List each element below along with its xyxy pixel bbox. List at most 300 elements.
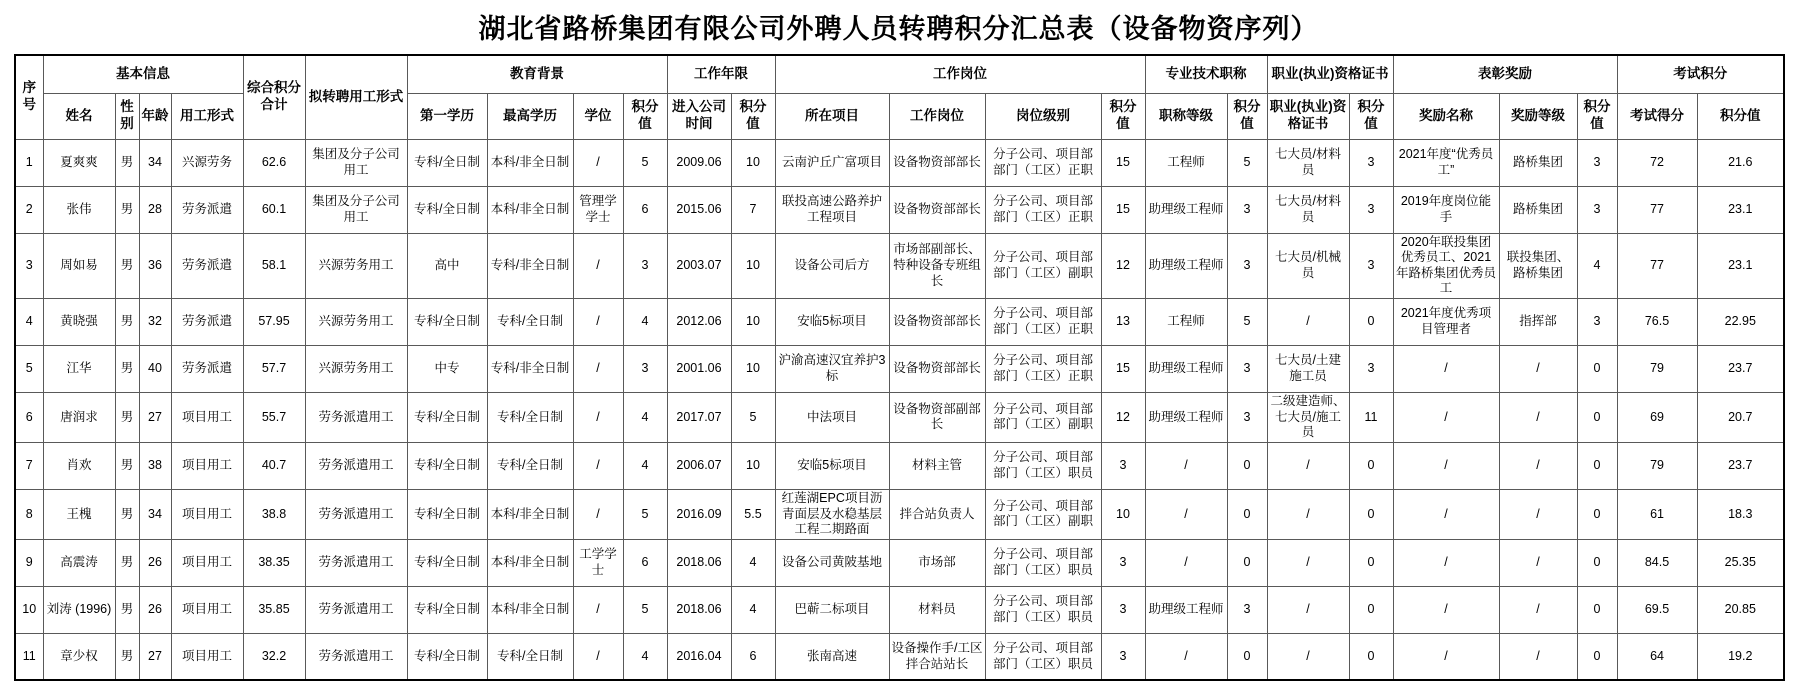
table-cell: 男: [115, 233, 139, 299]
table-cell: 王槐: [43, 489, 115, 539]
table-cell: 分子公司、项目部部门（工区）副职: [985, 233, 1101, 299]
column-header: 积分值: [1577, 93, 1617, 139]
table-cell: 2017.07: [667, 393, 731, 443]
table-cell: 1: [15, 139, 43, 186]
table-cell: 0: [1577, 393, 1617, 443]
table-cell: 3: [1349, 139, 1393, 186]
column-group-header: 专业技术职称: [1145, 55, 1267, 93]
table-cell: 江华: [43, 346, 115, 393]
table-row: [15, 346, 1784, 393]
table-cell: 10: [731, 346, 775, 393]
table-cell: 3: [1577, 299, 1617, 346]
table-cell: 分子公司、项目部部门（工区）正职: [985, 346, 1101, 393]
table-cell: 5: [623, 586, 667, 633]
table-cell: 10: [731, 299, 775, 346]
column-header: 职称等级: [1145, 93, 1227, 139]
table-cell: 4: [731, 586, 775, 633]
column-header: 奖励名称: [1393, 93, 1499, 139]
column-header: 积分值: [731, 93, 775, 139]
table-cell: 兴源劳务用工: [305, 299, 407, 346]
table-cell: 刘涛 (1996): [43, 586, 115, 633]
table-cell: 2003.07: [667, 233, 731, 299]
table-cell: 0: [1349, 633, 1393, 680]
table-cell: 材料主管: [889, 442, 985, 489]
table-cell: 21.6: [1697, 139, 1784, 186]
table-cell: 3: [1101, 633, 1145, 680]
table-cell: 38: [139, 442, 171, 489]
table-cell: 5: [15, 346, 43, 393]
table-cell: 兴源劳务: [171, 139, 243, 186]
table-cell: 3: [1227, 586, 1267, 633]
table-cell: 专科/全日制: [407, 539, 487, 586]
table-cell: 8: [15, 489, 43, 539]
table-cell: 0: [1577, 442, 1617, 489]
table-cell: 七大员/土建施工员: [1267, 346, 1349, 393]
table-cell: 市场部副部长、特种设备专班组长: [889, 233, 985, 299]
table-cell: 27: [139, 633, 171, 680]
table-cell: /: [1267, 299, 1349, 346]
table-cell: 60.1: [243, 186, 305, 233]
column-header: 最高学历: [487, 93, 573, 139]
column-group-header: 工作年限: [667, 55, 775, 93]
table-cell: 集团及分子公司用工: [305, 139, 407, 186]
column-group-header: 基本信息: [43, 55, 243, 93]
column-group-header: 表彰奖励: [1393, 55, 1617, 93]
table-cell: 0: [1227, 539, 1267, 586]
table-cell: 7: [731, 186, 775, 233]
table-cell: 2012.06: [667, 299, 731, 346]
table-cell: 本科/非全日制: [487, 586, 573, 633]
table-cell: 2: [15, 186, 43, 233]
table-cell: 唐润求: [43, 393, 115, 443]
table-cell: /: [1499, 346, 1577, 393]
table-cell: 4: [623, 299, 667, 346]
table-cell: 10: [731, 139, 775, 186]
table-cell: /: [1393, 633, 1499, 680]
table-cell: 安临5标项目: [775, 442, 889, 489]
table-cell: 周如易: [43, 233, 115, 299]
table-cell: 劳务派遣用工: [305, 586, 407, 633]
table-cell: 3: [1577, 186, 1617, 233]
table-cell: 肖欢: [43, 442, 115, 489]
column-header: 第一学历: [407, 93, 487, 139]
table-cell: 2019年度岗位能手: [1393, 186, 1499, 233]
table-cell: 35.85: [243, 586, 305, 633]
table-cell: 专科/全日制: [487, 299, 573, 346]
table-cell: 27: [139, 393, 171, 443]
table-cell: 男: [115, 186, 139, 233]
table-cell: 23.1: [1697, 233, 1784, 299]
table-body: [15, 139, 1784, 680]
table-cell: 3: [623, 233, 667, 299]
table-cell: 20.7: [1697, 393, 1784, 443]
table-cell: 工程师: [1145, 299, 1227, 346]
table-cell: 84.5: [1617, 539, 1697, 586]
table-cell: 本科/非全日制: [487, 539, 573, 586]
table-cell: 32.2: [243, 633, 305, 680]
table-cell: 云南沪丘广富项目: [775, 139, 889, 186]
table-row: [15, 186, 1784, 233]
table-cell: 分子公司、项目部部门（工区）职员: [985, 442, 1101, 489]
table-cell: 劳务派遣: [171, 186, 243, 233]
table-cell: 40: [139, 346, 171, 393]
table-cell: 黄晓强: [43, 299, 115, 346]
table-cell: 劳务派遣用工: [305, 442, 407, 489]
table-cell: /: [1393, 346, 1499, 393]
column-group-header: 考试积分: [1617, 55, 1784, 93]
table-cell: 4: [623, 393, 667, 443]
table-cell: /: [1267, 586, 1349, 633]
table-cell: /: [573, 299, 623, 346]
table-row: [15, 299, 1784, 346]
table-cell: 专科/全日制: [487, 633, 573, 680]
table-cell: 61: [1617, 489, 1697, 539]
table-cell: 79: [1617, 442, 1697, 489]
table-cell: 32: [139, 299, 171, 346]
column-header: 积分值: [1227, 93, 1267, 139]
table-cell: 2015.06: [667, 186, 731, 233]
table-cell: 6: [15, 393, 43, 443]
table-cell: 男: [115, 539, 139, 586]
table-cell: 3: [1101, 442, 1145, 489]
table-cell: /: [573, 233, 623, 299]
table-cell: 指挥部: [1499, 299, 1577, 346]
table-cell: 七大员/机械员: [1267, 233, 1349, 299]
table-cell: 69.5: [1617, 586, 1697, 633]
table-cell: 市场部: [889, 539, 985, 586]
table-cell: 二级建造师、七大员/施工员: [1267, 393, 1349, 443]
table-cell: 男: [115, 346, 139, 393]
table-cell: 章少权: [43, 633, 115, 680]
table-cell: /: [1499, 442, 1577, 489]
table-cell: /: [573, 393, 623, 443]
table-row: [15, 233, 1784, 299]
table-cell: 劳务派遣用工: [305, 393, 407, 443]
table-cell: 助理级工程师: [1145, 346, 1227, 393]
table-cell: /: [1267, 633, 1349, 680]
column-header: 考试得分: [1617, 93, 1697, 139]
table-cell: 夏爽爽: [43, 139, 115, 186]
table-cell: 联投高速公路养护工程项目: [775, 186, 889, 233]
table-cell: 设备物资部部长: [889, 186, 985, 233]
table-cell: /: [573, 442, 623, 489]
table-cell: 38.8: [243, 489, 305, 539]
table-cell: 安临5标项目: [775, 299, 889, 346]
table-cell: 设备公司黄陂基地: [775, 539, 889, 586]
table-cell: 工程师: [1145, 139, 1227, 186]
table-cell: 专科/全日制: [407, 586, 487, 633]
table-cell: 助理级工程师: [1145, 586, 1227, 633]
column-header: 积分值: [1101, 93, 1145, 139]
table-cell: /: [1267, 539, 1349, 586]
column-header: 性别: [115, 93, 139, 139]
table-cell: /: [1393, 586, 1499, 633]
table-row: [15, 393, 1784, 443]
table-cell: 劳务派遣: [171, 299, 243, 346]
table-cell: 0: [1577, 539, 1617, 586]
table-cell: 4: [1577, 233, 1617, 299]
table-cell: 专科/全日制: [487, 442, 573, 489]
table-cell: 分子公司、项目部部门（工区）副职: [985, 489, 1101, 539]
table-cell: 项目用工: [171, 539, 243, 586]
table-cell: 劳务派遣用工: [305, 539, 407, 586]
table-cell: 0: [1577, 346, 1617, 393]
table-cell: /: [573, 139, 623, 186]
table-cell: /: [1267, 442, 1349, 489]
table-cell: 55.7: [243, 393, 305, 443]
table-cell: /: [573, 489, 623, 539]
table-container: [14, 54, 1783, 681]
table-cell: 77: [1617, 186, 1697, 233]
table-cell: 72: [1617, 139, 1697, 186]
table-cell: 57.7: [243, 346, 305, 393]
table-cell: 36: [139, 233, 171, 299]
table-cell: 15: [1101, 139, 1145, 186]
table-cell: 4: [731, 539, 775, 586]
table-cell: 40.7: [243, 442, 305, 489]
table-cell: 0: [1349, 586, 1393, 633]
table-cell: 0: [1227, 633, 1267, 680]
table-cell: 12: [1101, 233, 1145, 299]
table-cell: 10: [15, 586, 43, 633]
table-cell: 26: [139, 586, 171, 633]
table-cell: 76.5: [1617, 299, 1697, 346]
table-cell: 七大员/材料员: [1267, 139, 1349, 186]
table-cell: 项目用工: [171, 633, 243, 680]
table-cell: 分子公司、项目部部门（工区）正职: [985, 186, 1101, 233]
table-cell: 3: [1577, 139, 1617, 186]
table-cell: 材料员: [889, 586, 985, 633]
column-header: 年龄: [139, 93, 171, 139]
table-cell: 本科/非全日制: [487, 139, 573, 186]
table-cell: 0: [1349, 442, 1393, 489]
table-cell: 2001.06: [667, 346, 731, 393]
table-cell: 5: [623, 139, 667, 186]
table-cell: 3: [1227, 186, 1267, 233]
table-cell: 5: [1227, 139, 1267, 186]
table-cell: 张南高速: [775, 633, 889, 680]
table-cell: 路桥集团: [1499, 139, 1577, 186]
table-cell: /: [1145, 633, 1227, 680]
table-cell: 19.2: [1697, 633, 1784, 680]
table-cell: 项目用工: [171, 489, 243, 539]
table-cell: 2021年度优秀项目管理者: [1393, 299, 1499, 346]
table-cell: 设备操作手/工区拌合站站长: [889, 633, 985, 680]
table-cell: 3: [1227, 346, 1267, 393]
table-cell: 13: [1101, 299, 1145, 346]
table-cell: 58.1: [243, 233, 305, 299]
table-cell: 5: [1227, 299, 1267, 346]
table-cell: 设备物资部部长: [889, 139, 985, 186]
table-cell: 23.7: [1697, 442, 1784, 489]
table-cell: 0: [1577, 633, 1617, 680]
table-cell: 路桥集团: [1499, 186, 1577, 233]
table-cell: 4: [623, 633, 667, 680]
table-cell: 助理级工程师: [1145, 186, 1227, 233]
table-cell: 集团及分子公司用工: [305, 186, 407, 233]
table-cell: /: [1499, 539, 1577, 586]
table-cell: /: [1145, 442, 1227, 489]
table-cell: 6: [623, 539, 667, 586]
table-cell: 劳务派遣用工: [305, 489, 407, 539]
table-cell: 本科/非全日制: [487, 186, 573, 233]
table-cell: 9: [15, 539, 43, 586]
table-cell: 专科/全日制: [407, 393, 487, 443]
table-cell: 4: [623, 442, 667, 489]
table-cell: 男: [115, 586, 139, 633]
table-cell: 5: [731, 393, 775, 443]
table-cell: 分子公司、项目部部门（工区）副职: [985, 393, 1101, 443]
table-cell: /: [1393, 393, 1499, 443]
table-cell: 男: [115, 442, 139, 489]
column-header: 岗位级别: [985, 93, 1101, 139]
table-cell: 22.95: [1697, 299, 1784, 346]
table-cell: 34: [139, 489, 171, 539]
table-cell: 2020年联投集团优秀员工、2021年路桥集团优秀员工: [1393, 233, 1499, 299]
table-cell: 专科/全日制: [487, 393, 573, 443]
column-header: 工作岗位: [889, 93, 985, 139]
table-cell: 专科/全日制: [407, 186, 487, 233]
table-cell: 79: [1617, 346, 1697, 393]
table-cell: 助理级工程师: [1145, 233, 1227, 299]
table-cell: 兴源劳务用工: [305, 346, 407, 393]
table-cell: 专科/全日制: [407, 489, 487, 539]
table-cell: 3: [1101, 539, 1145, 586]
table-cell: 高中: [407, 233, 487, 299]
column-group-header: 序号: [15, 55, 43, 139]
table-cell: 项目用工: [171, 393, 243, 443]
table-cell: 沪渝高速汉宜养护3标: [775, 346, 889, 393]
table-cell: 10: [1101, 489, 1145, 539]
column-group-header: 教育背景: [407, 55, 667, 93]
table-cell: /: [1393, 442, 1499, 489]
table-cell: 专科/非全日制: [487, 346, 573, 393]
table-cell: 10: [731, 233, 775, 299]
table-cell: 23.7: [1697, 346, 1784, 393]
table-cell: 专科/非全日制: [487, 233, 573, 299]
table-cell: 69: [1617, 393, 1697, 443]
table-cell: /: [1499, 633, 1577, 680]
table-cell: 专科/全日制: [407, 633, 487, 680]
table-cell: 分子公司、项目部部门（工区）职员: [985, 586, 1101, 633]
table-cell: 专科/全日制: [407, 299, 487, 346]
score-table: [14, 54, 1785, 681]
table-row: [15, 586, 1784, 633]
table-cell: 20.85: [1697, 586, 1784, 633]
table-cell: 红莲湖EPC项目沥青面层及水稳基层工程二期路面: [775, 489, 889, 539]
table-cell: 分子公司、项目部部门（工区）正职: [985, 299, 1101, 346]
table-cell: 巴蕲二标项目: [775, 586, 889, 633]
column-header: 积分值: [1349, 93, 1393, 139]
table-cell: 设备物资部部长: [889, 346, 985, 393]
table-cell: /: [1393, 539, 1499, 586]
table-cell: 34: [139, 139, 171, 186]
table-cell: 0: [1577, 586, 1617, 633]
table-cell: 77: [1617, 233, 1697, 299]
column-header: 学位: [573, 93, 623, 139]
table-row: [15, 633, 1784, 680]
column-group-header: 拟转聘用工形式: [305, 55, 407, 139]
column-header: 职业(执业)资格证书: [1267, 93, 1349, 139]
table-cell: /: [573, 346, 623, 393]
table-cell: 64: [1617, 633, 1697, 680]
table-cell: 助理级工程师: [1145, 393, 1227, 443]
table-row: [15, 489, 1784, 539]
table-cell: 28: [139, 186, 171, 233]
table-cell: 高震涛: [43, 539, 115, 586]
table-cell: /: [1393, 489, 1499, 539]
table-cell: 6: [623, 186, 667, 233]
table-cell: 62.6: [243, 139, 305, 186]
column-header: 积分值: [1697, 93, 1784, 139]
table-cell: 3: [1227, 233, 1267, 299]
table-cell: 2016.04: [667, 633, 731, 680]
table-cell: 3: [1349, 346, 1393, 393]
table-cell: 男: [115, 633, 139, 680]
table-cell: 23.1: [1697, 186, 1784, 233]
table-cell: 男: [115, 139, 139, 186]
table-cell: 4: [15, 299, 43, 346]
table-header: [15, 55, 1784, 139]
table-cell: 劳务派遣: [171, 233, 243, 299]
table-cell: 11: [15, 633, 43, 680]
table-cell: 38.35: [243, 539, 305, 586]
column-group-header: 综合积分合计: [243, 55, 305, 139]
table-cell: 专科/全日制: [407, 139, 487, 186]
table-cell: 3: [15, 233, 43, 299]
table-cell: 3: [1349, 186, 1393, 233]
table-cell: 联投集团、路桥集团: [1499, 233, 1577, 299]
table-cell: 专科/全日制: [407, 442, 487, 489]
column-header: 用工形式: [171, 93, 243, 139]
table-cell: 3: [1101, 586, 1145, 633]
table-cell: 兴源劳务用工: [305, 233, 407, 299]
table-cell: 15: [1101, 346, 1145, 393]
table-cell: 管理学学士: [573, 186, 623, 233]
table-cell: 设备公司后方: [775, 233, 889, 299]
table-cell: 3: [1227, 393, 1267, 443]
column-header: 积分值: [623, 93, 667, 139]
table-cell: 0: [1227, 442, 1267, 489]
table-cell: 2009.06: [667, 139, 731, 186]
table-cell: 项目用工: [171, 586, 243, 633]
table-cell: /: [1267, 489, 1349, 539]
table-cell: 5: [623, 489, 667, 539]
column-header: 进入公司时间: [667, 93, 731, 139]
table-cell: 2018.06: [667, 586, 731, 633]
page-title: 湖北省路桥集团有限公司外聘人员转聘积分汇总表（设备物资序列）: [478, 14, 1319, 44]
table-cell: 3: [623, 346, 667, 393]
table-cell: /: [1499, 586, 1577, 633]
table-cell: 12: [1101, 393, 1145, 443]
table-cell: 拌合站负责人: [889, 489, 985, 539]
table-row: [15, 442, 1784, 489]
column-header: 姓名: [43, 93, 115, 139]
table-cell: 分子公司、项目部部门（工区）正职: [985, 139, 1101, 186]
table-cell: 张伟: [43, 186, 115, 233]
table-cell: 设备物资部部长: [889, 299, 985, 346]
table-cell: 11: [1349, 393, 1393, 443]
table-cell: 0: [1349, 489, 1393, 539]
table-cell: 劳务派遣用工: [305, 633, 407, 680]
table-cell: 男: [115, 299, 139, 346]
table-row: [15, 139, 1784, 186]
table-cell: 设备物资部副部长: [889, 393, 985, 443]
table-cell: 2006.07: [667, 442, 731, 489]
table-row: [15, 539, 1784, 586]
column-header: 奖励等级: [1499, 93, 1577, 139]
table-cell: 0: [1349, 299, 1393, 346]
